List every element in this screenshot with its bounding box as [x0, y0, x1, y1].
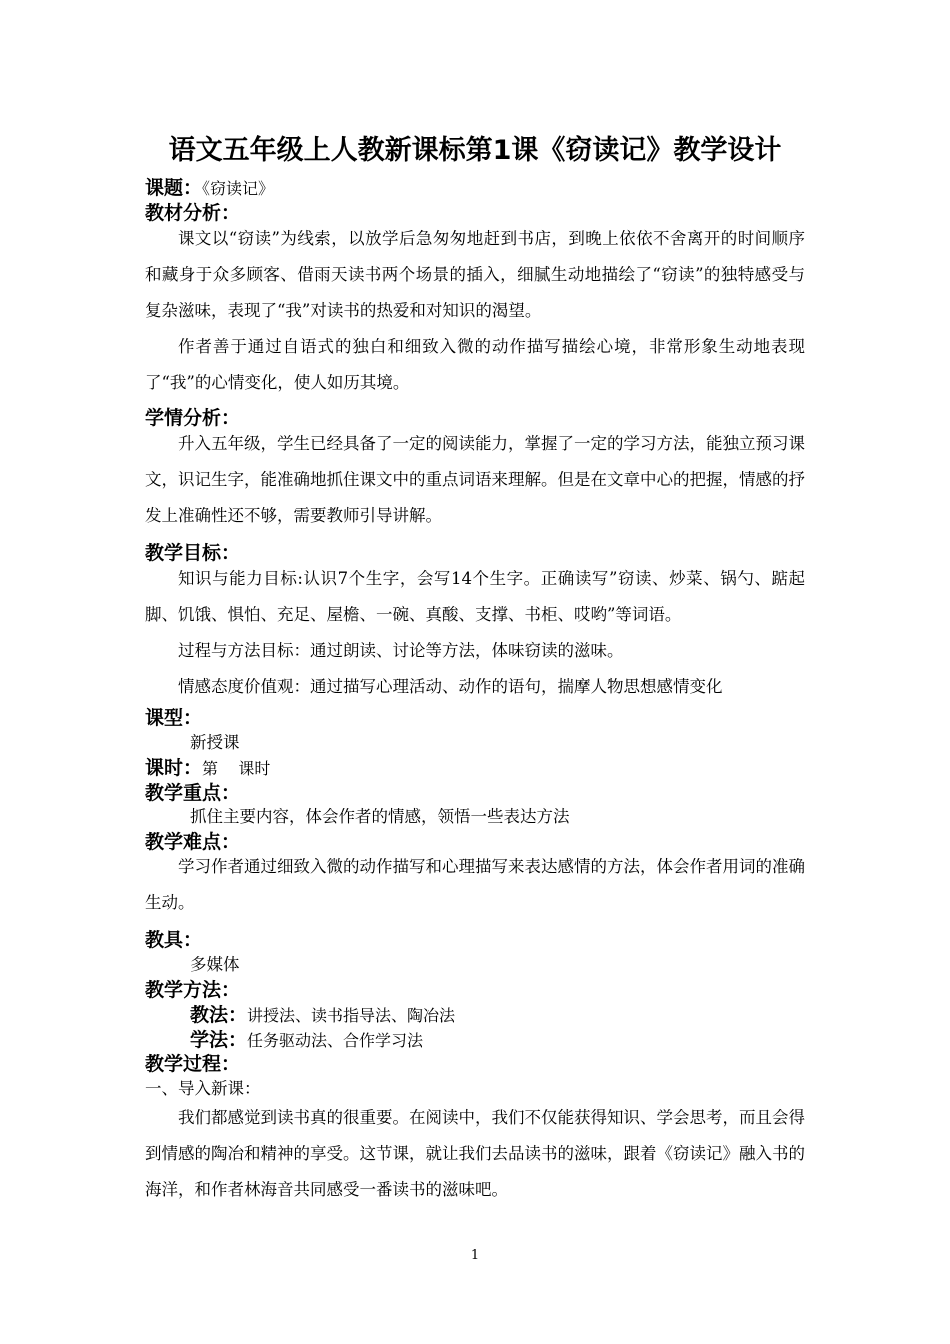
process-heading: 教学过程： [145, 1053, 241, 1075]
learn-method [190, 1028, 423, 1053]
hours-label: 课时： [145, 757, 203, 779]
tools-heading: 教具： [145, 929, 203, 951]
process-step-1: 一、导入新课： [145, 1079, 261, 1098]
material-heading: 教材分析： [145, 202, 241, 224]
teach-method-label: 教法： [190, 1004, 248, 1026]
page-number: 1 [470, 1248, 480, 1263]
hours-heading [145, 756, 270, 781]
methods-heading: 教学方法： [145, 979, 241, 1001]
document-title: 语文五年级上人教新课标第1课《窃读记》教学设计 [168, 135, 782, 166]
process-intro-paragraph: 我们都感觉到读书真的很重要。在阅读中，我们不仅能获得知识、学会思考，而且会得到情感的陶冶和精神的享受。这节课，就让我们去品读书的滋味，跟着《窃读记》融入书的海洋，和作者林海音共同感受一番读书的滋味吧。 [145, 1108, 805, 1199]
teach-method [190, 1003, 455, 1028]
tools-value: 多媒体 [190, 955, 240, 974]
goals-knowledge: 知识与能力目标:认识7个生字，会写14个生字。正确读写”窃读、炒菜、锅勺、踮起脚、饥饿、惧怕、充足、屋檐、一碗、真酸、支撑、书柜、哎哟”等词语。 [145, 569, 805, 624]
material-paragraph-1: 课文以“窃读”为线索，以放学后急匆匆地赶到书店，到晚上依依不舍离开的时间顺序和藏身于众多顾客、借雨天读书两个场景的插入，细腻生动地描绘了“窃读”的独特感受与复杂滋味，表现了“我”对读书的热爱和对知识的渴望。 [145, 229, 805, 320]
difficulty-heading: 教学难点： [145, 831, 241, 853]
type-heading: 课型： [145, 707, 203, 729]
difficulty-paragraph: 学习作者通过细致入微的动作描写和心理描写来表达感情的方法，体会作者用词的准确生动。 [145, 857, 805, 912]
material-paragraph-2: 作者善于通过自语式的独白和细致入微的动作描写描绘心境，非常形象生动地表现了“我”的心情变化，使人如历其境。 [145, 337, 805, 392]
goals-process: 过程与方法目标：通过朗读、讨论等方法，体味窃读的滋味。 [178, 641, 624, 660]
lesson-label: 课题： [145, 177, 203, 199]
type-value: 新授课 [190, 733, 240, 752]
lesson-heading [145, 176, 274, 201]
goals-heading: 教学目标： [145, 542, 241, 564]
students-heading: 学情分析： [145, 407, 241, 429]
hours-value: 第 课时 [202, 759, 271, 778]
teach-method-value: 讲授法、读书指导法、陶冶法 [247, 1006, 456, 1025]
students-paragraph: 升入五年级，学生已经具备了一定的阅读能力，掌握了一定的学习方法，能独立预习课文，识记生字，能准确地抓住课文中的重点词语来理解。但是在文章中心的把握，情感的抒发上准确性还不够，需要教师引导讲解。 [145, 434, 805, 525]
learn-method-value: 任务驱动法、合作学习法 [247, 1031, 424, 1050]
lesson-value: 《窃读记》 [202, 179, 275, 198]
key-heading: 教学重点： [145, 782, 241, 804]
learn-method-label: 学法： [190, 1029, 248, 1051]
goals-emotion: 情感态度价值观：通过描写心理活动、动作的语句，揣摩人物思想感情变化 [178, 677, 723, 696]
key-value: 抓住主要内容，体会作者的情感，领悟一些表达方法 [190, 807, 570, 826]
